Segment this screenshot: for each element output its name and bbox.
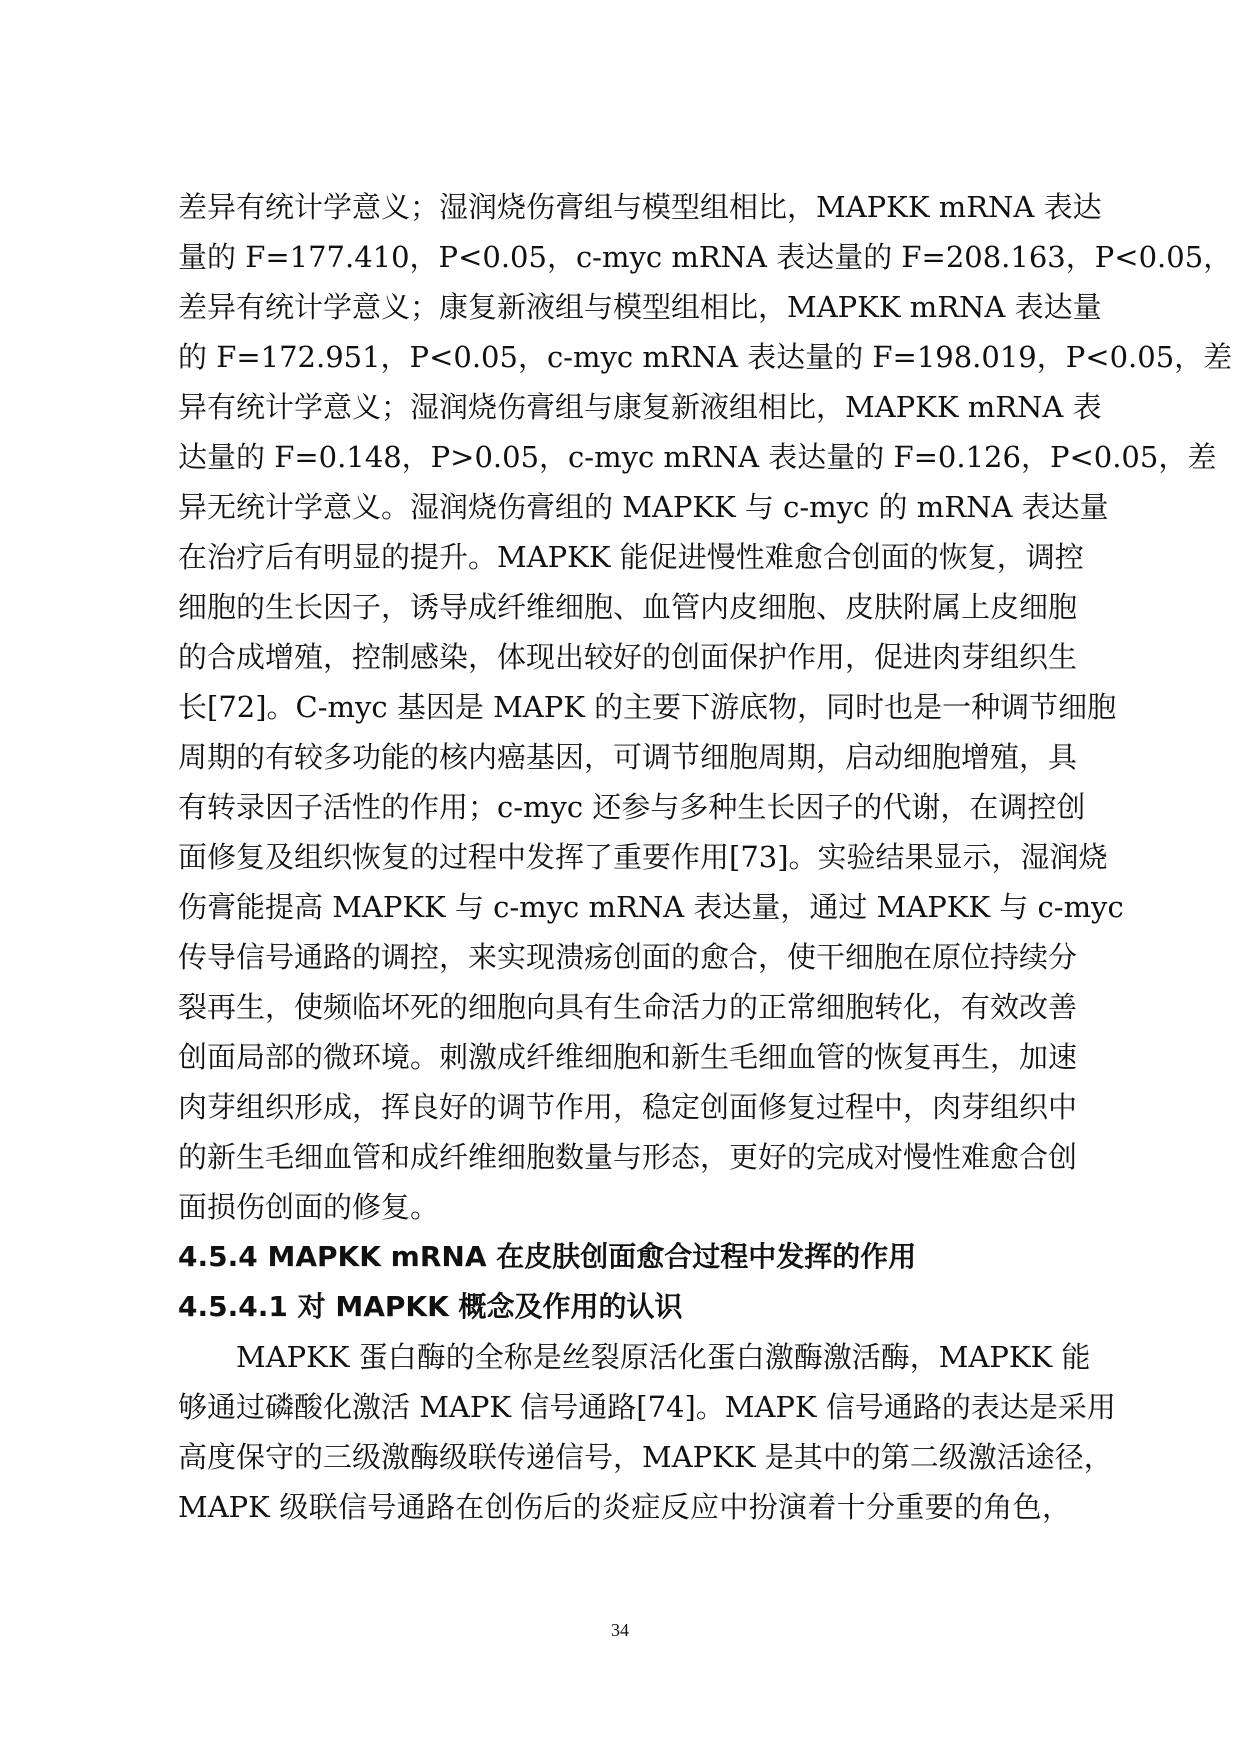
body-text-line: 面损伤创面的修复。 <box>178 1190 440 1224</box>
page-number: 34 <box>611 1620 629 1640</box>
section-heading: 4.5.4 MAPKK mRNA 在皮肤创面愈合过程中发挥的作用 <box>178 1240 917 1273</box>
body-text-line: 传导信号通路的调控，来实现溃疡创面的愈合，使干细胞在原位持续分 <box>178 940 1078 974</box>
paragraph-line: 够通过磷酸化激活 MAPK 信号通路[74]。MAPK 信号通路的表达是采用 <box>178 1390 1116 1424</box>
body-text-line: 伤膏能提高 MAPKK 与 c-myc mRNA 表达量，通过 MAPKK 与 c-myc <box>178 890 1124 924</box>
body-text-line: 肉芽组织形成，挥良好的调节作用，稳定创面修复过程中，肉芽组织中 <box>178 1090 1078 1124</box>
body-text-line: 有转录因子活性的作用；c-myc 还参与多种生长因子的代谢，在调控创 <box>178 790 1086 824</box>
body-text-line: 的新生毛细血管和成纤维细胞数量与形态，更好的完成对慢性难愈合创 <box>178 1140 1078 1174</box>
body-text-line: 异无统计学意义。湿润烧伤膏组的 MAPKK 与 c-myc 的 mRNA 表达量 <box>178 490 1109 524</box>
body-text-line: 细胞的生长因子，诱导成纤维细胞、血管内皮细胞、皮肤附属上皮细胞 <box>178 590 1078 624</box>
body-text-line: 差异有统计学意义；湿润烧伤膏组与模型组相比，MAPKK mRNA 表达 <box>178 190 1102 224</box>
body-text-line: 在治疗后有明显的提升。MAPKK 能促进慢性难愈合创面的恢复，调控 <box>178 540 1084 574</box>
body-text-line: 达量的 F=0.148，P>0.05，c-myc mRNA 表达量的 F=0.126，P<0.05，差 <box>178 440 1217 474</box>
subsection-heading: 4.5.4.1 对 MAPKK 概念及作用的认识 <box>178 1290 683 1323</box>
body-text-line: 的 F=172.951，P<0.05，c-myc mRNA 表达量的 F=198.019，P<0.05，差 <box>178 340 1233 374</box>
body-text-line: 裂再生，使频临坏死的细胞向具有生命活力的正常细胞转化，有效改善 <box>178 990 1078 1024</box>
body-text-line: 面修复及组织恢复的过程中发挥了重要作用[73]。实验结果显示，湿润烧 <box>178 840 1108 874</box>
body-text-line: 长[72]。C-myc 基因是 MAPK 的主要下游底物，同时也是一种调节细胞 <box>178 690 1117 724</box>
body-text-line: 创面局部的微环境。刺激成纤维细胞和新生毛细血管的恢复再生，加速 <box>178 1040 1078 1074</box>
body-text-line: 差异有统计学意义；康复新液组与模型组相比，MAPKK mRNA 表达量 <box>178 290 1102 324</box>
paragraph-line: MAPK 级联信号通路在创伤后的炎症反应中扮演着十分重要的角色， <box>178 1490 1071 1524</box>
body-text-line: 周期的有较多功能的核内癌基因，可调节细胞周期，启动细胞增殖，具 <box>178 740 1078 774</box>
body-text-line: 异有统计学意义；湿润烧伤膏组与康复新液组相比，MAPKK mRNA 表 <box>178 390 1102 424</box>
body-text-line: 的合成增殖，控制感染，体现出较好的创面保护作用，促进肉芽组织生 <box>178 640 1078 674</box>
paragraph-line: MAPKK 蛋白酶的全称是丝裂原活化蛋白激酶激活酶，MAPKK 能 <box>236 1340 1091 1374</box>
body-text-line: 量的 F=177.410，P<0.05，c-myc mRNA 表达量的 F=208.163，P<0.05， <box>178 240 1233 274</box>
paragraph-line: 高度保守的三级激酶级联传递信号，MAPKK 是其中的第二级激活途径， <box>178 1440 1113 1474</box>
